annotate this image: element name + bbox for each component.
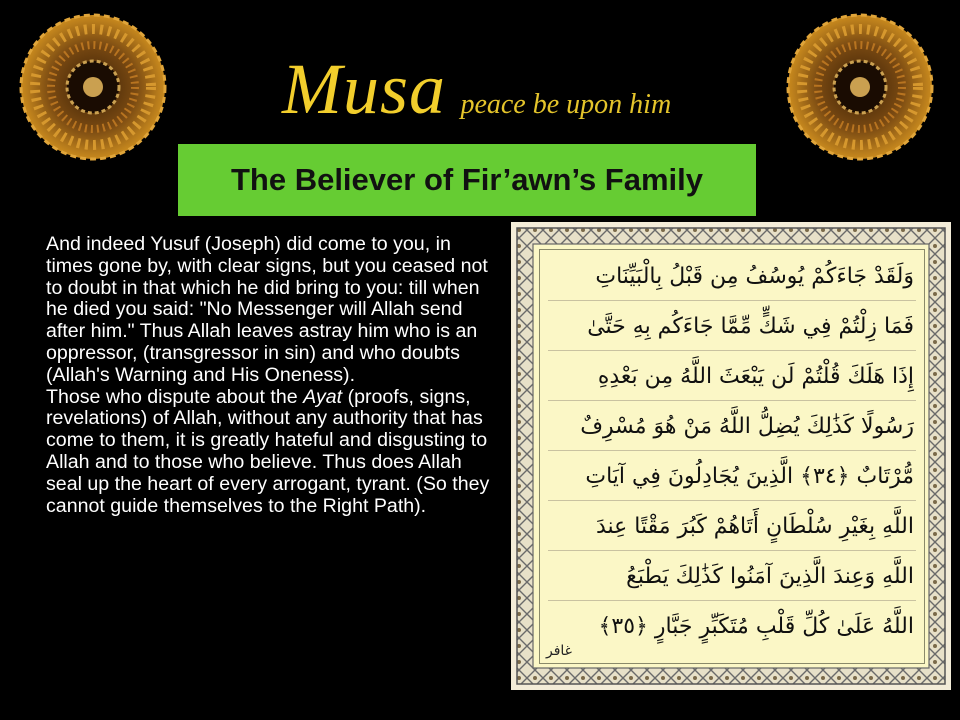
paragraph-1: And indeed Yusuf (Joseph) did come to you, in times gone by, with clear signs, but you ceased not to doubt in that which he did bring to you: till when he died you said: "No Messenger will Allah send after him." Thus Allah leaves astray him who is an oppressor, (transgressor in sin) and who doubts (Allah's Warning and His Oneness).	[46, 233, 488, 386]
quran-line: فَمَا زِلْتُمْ فِي شَكٍّ مِّمَّا جَاءَكُم بِهِ حَتَّىٰ	[587, 314, 914, 339]
quran-line: رَسُولًا كَذَٰلِكَ يُضِلُّ اللَّهُ مَنْ هُوَ مُسْرِفٌ	[580, 414, 914, 439]
paragraph-2: Those who dispute about the Ayat (proofs, signs, revelations) of Allah, without any authority that has come to them, it is greatly hateful and disgusting to Allah and to those who believe. Thus does Allah seal up the heart of every arrogant, tyrant. (So they cannot guide themselves to the Right Path).	[46, 385, 490, 517]
calligraphy-rosette-icon	[785, 12, 935, 162]
quran-line: اللَّهُ عَلَىٰ كُلِّ قَلْبِ مُتَكَبِّرٍ جَبَّارٍ ﴿٣٥﴾	[598, 614, 914, 639]
title-subtitle: peace be upon him	[460, 89, 672, 120]
surah-name: غافر	[546, 643, 573, 659]
title-main: Musa	[282, 49, 446, 129]
quran-line: وَلَقَدْ جَاءَكُمْ يُوسُفُ مِن قَبْلُ بِالْبَيِّنَاتِ	[595, 264, 914, 289]
quran-line: إِذَا هَلَكَ قُلْتُمْ لَن يَبْعَثَ اللَّهُ مِن بَعْدِهِ	[597, 364, 914, 389]
section-banner	[178, 144, 756, 216]
translation-text	[46, 234, 496, 517]
quran-line: مُّرْتَابٌ ﴿٣٤﴾ الَّذِينَ يُجَادِلُونَ فِي آيَاتِ	[585, 464, 914, 489]
banner-text: The Believer of Fir’awn’s Family	[230, 162, 704, 197]
calligraphy-rosette-icon	[18, 12, 168, 162]
quran-page-image	[511, 222, 951, 690]
quran-line: اللَّهِ وَعِندَ الَّذِينَ آمَنُوا كَذَٰلِكَ يَطْبَعُ	[626, 564, 914, 589]
page-title	[282, 48, 671, 131]
quran-line: اللَّهِ بِغَيْرِ سُلْطَانٍ أَتَاهُمْ كَبُرَ مَقْتًا عِندَ	[596, 514, 914, 539]
quran-text-area	[539, 249, 925, 664]
ayat-italic: Ayat	[303, 385, 343, 408]
